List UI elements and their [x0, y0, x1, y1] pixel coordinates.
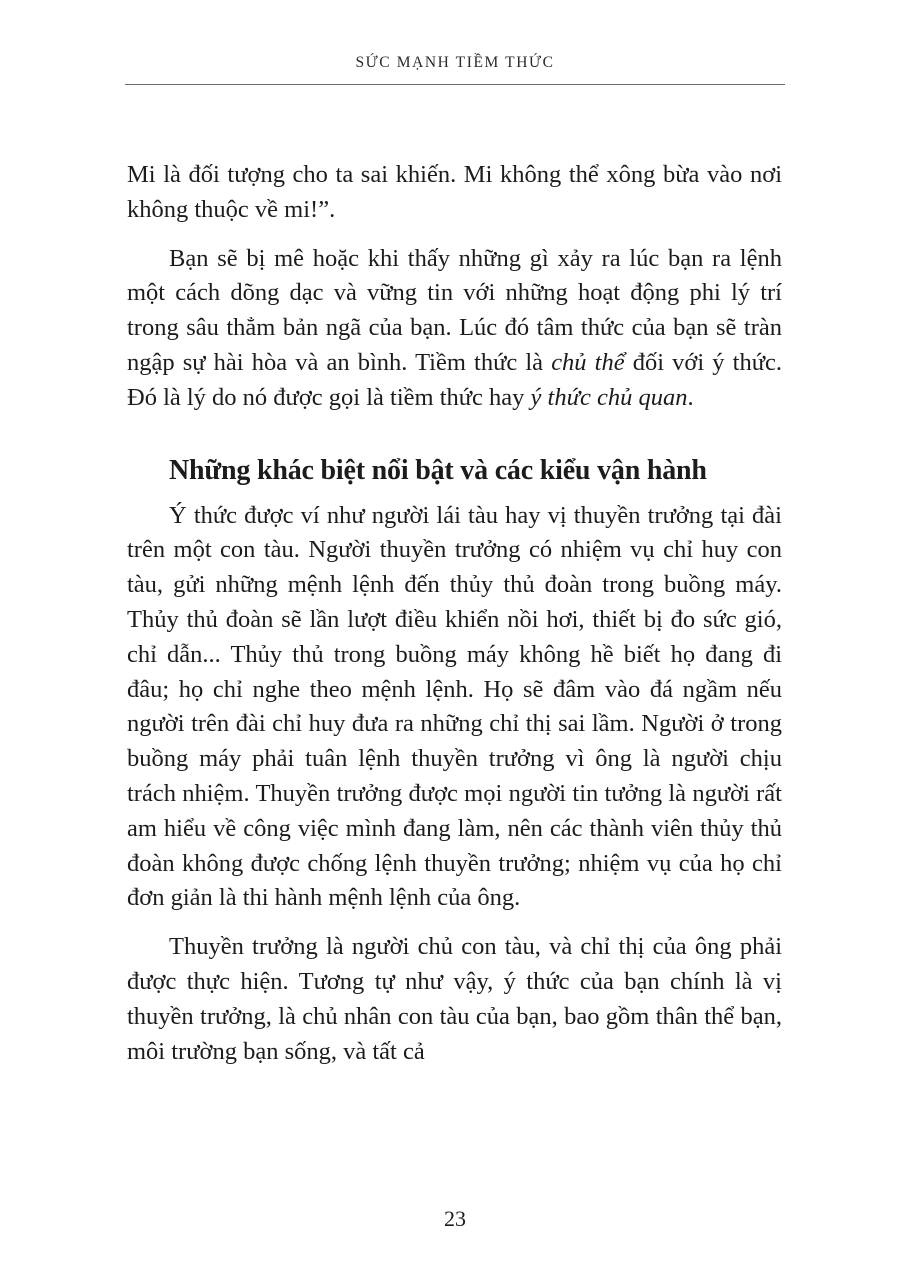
paragraph-text: Bạn sẽ bị mê hoặc khi thấy những gì xảy ra lúc bạn ra lệnh một cách dõng dạc và vững tin với những hoạt động phi lý trí trong sâu thẳm bản ngã của bạn. Lúc đó tâm thức của bạn sẽ tràn ngập sự hài hòa và an bình. Tiềm thức là	[127, 244, 782, 376]
paragraph-text: đối với ý thức. Đó là lý do nó được gọi là tiềm thức hay	[127, 348, 783, 411]
page-number: 23	[444, 1206, 466, 1231]
emphasis-text: ý thức chủ quan	[530, 383, 688, 411]
body-text	[127, 158, 782, 1069]
paragraph-continued: Mi là đối tượng cho ta sai khiến. Mi không thể xông bừa vào nơi không thuộc về mi!”.	[127, 161, 782, 223]
paragraph	[127, 242, 782, 416]
running-header-title: SỨC MẠNH TIỀM THỨC	[355, 54, 555, 71]
header-divider	[125, 84, 785, 85]
paragraph-text: .	[687, 383, 694, 411]
emphasis-text: chủ thể	[551, 348, 625, 376]
paragraph: Ý thức được ví như người lái tàu hay vị thuyền trưởng tại đài trên một con tàu. Người thuyền trưởng có nhiệm vụ chỉ huy con tàu, gửi những mệnh lệnh đến thủy thủ đoàn trong buồng máy. Thủy thủ đoàn sẽ lần lượt điều khiển nồi hơi, thiết bị đo sức gió, chỉ dẫn... Thủy thủ trong buồng máy không hề biết họ đang đi đâu; họ chỉ nghe theo mệnh lệnh. Họ sẽ đâm vào đá ngầm nếu người trên đài chỉ huy đưa ra những chỉ thị sai lầm. Người ở trong buồng máy phải tuân lệnh thuyền trưởng vì ông là người chịu trách nhiệm. Thuyền trưởng được mọi người tin tưởng là người rất am hiểu về công việc mình đang làm, nên các thành viên thủy thủ đoàn không được chống lệnh thuyền trưởng; nhiệm vụ của họ chỉ đơn giản là thi hành mệnh lệnh của ông.	[127, 501, 782, 912]
section-heading: Những khác biệt nổi bật và các kiểu vận hành	[169, 454, 707, 486]
paragraph: Thuyền trưởng là người chủ con tàu, và chỉ thị của ông phải được thực hiện. Tương tự như vậy, ý thức của bạn chính là vị thuyền trưởng, là chủ nhân con tàu của bạn, bao gồm thân thể bạn, môi trường bạn sống, và tất cả	[127, 933, 782, 1065]
